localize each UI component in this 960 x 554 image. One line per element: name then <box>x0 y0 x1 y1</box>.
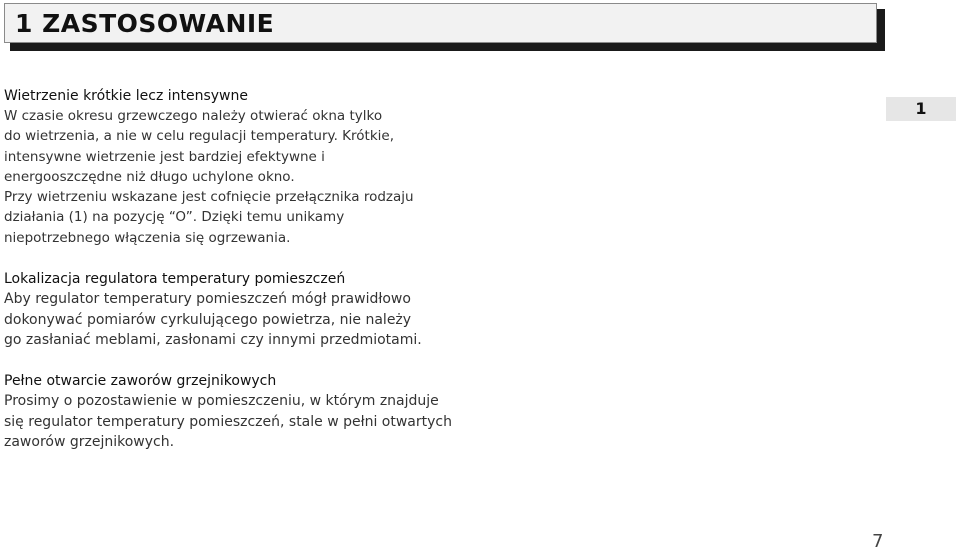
text-line: Aby regulator temperatury pomieszczeń mógł prawidłowo <box>4 291 411 307</box>
text-line: intensywne wietrzenie jest bardziej efektywne i <box>4 148 325 165</box>
text-line: niepotrzebnego włączenia się ogrzewania. <box>4 229 291 246</box>
text-line: do wietrzenia, a nie w celu regulacji temperatury. Krótkie, <box>4 128 394 145</box>
text-line: Prosimy o pozostawienie w pomieszczeniu, w którym znajduje <box>4 393 439 409</box>
text-line: dokonywać pomiarów cyrkulującego powietrza, nie należy <box>4 311 412 328</box>
text-line: się regulator temperatury pomieszczeń, stale w pełni otwartych <box>4 413 452 430</box>
section-heading: Lokalizacja regulatora temperatury pomieszczeń <box>4 271 346 287</box>
section-ventilation <box>4 86 414 248</box>
chapter-title: 1 ZASTOSOWANIE <box>15 9 275 38</box>
section-regulator-location <box>4 269 422 351</box>
text-line: energooszczędne niż długo uchylone okno. <box>4 168 295 185</box>
text-line: zaworów grzejnikowych. <box>4 434 175 451</box>
section-heading: Pełne otwarcie zaworów grzejnikowych <box>4 373 277 389</box>
title-banner <box>4 3 877 43</box>
text-line: W czasie okresu grzewczego należy otwierać okna tylko <box>4 108 383 124</box>
section-body <box>4 391 452 453</box>
section-body <box>4 106 414 248</box>
chapter-tab-number: 1 <box>915 99 927 118</box>
text-line: działania (1) na pozycję “O”. Dzięki temu unikamy <box>4 209 345 226</box>
text-line: Przy wietrzeniu wskazane jest cofnięcie przełącznika rodzaju <box>4 189 414 206</box>
section-radiator-valves <box>4 371 452 453</box>
section-body <box>4 289 422 351</box>
section-heading: Wietrzenie krótkie lecz intensywne <box>4 88 248 104</box>
page-number: 7 <box>872 531 884 552</box>
chapter-tab <box>886 97 956 121</box>
text-line: go zasłaniać meblami, zasłonami czy innymi przedmiotami. <box>4 332 422 349</box>
